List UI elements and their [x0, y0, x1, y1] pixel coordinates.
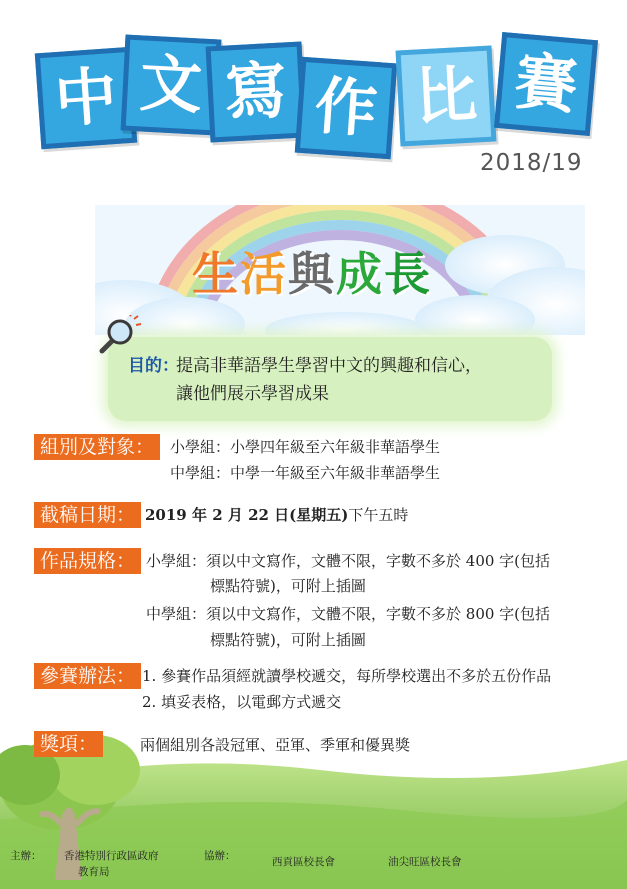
title-tile-5: 比 [396, 46, 497, 147]
deadline-label: 截稿日期： [34, 502, 141, 528]
coorganiser-label: 協辦： [204, 850, 236, 862]
specs-primary-line-1: 小學組：須以中文寫作，文體不限，字數不多於 400 字(包括 [146, 552, 551, 570]
title-tile-3: 寫 [206, 42, 307, 143]
year-label: 2018/19 [480, 150, 583, 176]
deadline-time: 下午五時 [348, 506, 409, 524]
purpose-line-2: 讓他們展示學習成果 [176, 384, 329, 404]
title-tile-2: 文 [121, 35, 222, 136]
groups-secondary: 中學組：中學一年級至六年級非華語學生 [170, 464, 441, 482]
title-tile-1: 中 [35, 47, 137, 149]
specs-label: 作品規格： [34, 548, 141, 574]
deadline-date: 2019 年 2 月 22 日(星期五) [145, 506, 349, 524]
specs-secondary-line-2: 標點符號)，可附上插圖 [210, 631, 366, 649]
title-tile-6: 賽 [494, 32, 598, 136]
organiser-label: 主辦： [10, 850, 42, 862]
purpose-box [108, 337, 552, 421]
method-item-1: 1. 參賽作品須經就讀學校遞交，每所學校選出不多於五份作品 [142, 667, 552, 685]
awards-label: 獎項： [34, 731, 103, 757]
organiser-line-2: 教育局 [78, 866, 110, 878]
specs-primary-line-2: 標點符號)，可附上插圖 [210, 577, 366, 595]
coorganiser-1: 西貢區校長會 [272, 856, 335, 868]
purpose-label: 目的： [128, 356, 179, 376]
magnifier-icon [96, 315, 142, 357]
awards-text: 兩個組別各設冠軍、亞軍、季軍和優異獎 [140, 736, 411, 754]
specs-secondary-line-1: 中學組：須以中文寫作，文體不限，字數不多於 800 字(包括 [146, 605, 551, 623]
groups-primary: 小學組：小學四年級至六年級非華語學生 [170, 438, 441, 456]
method-label: 參賽辦法： [34, 663, 141, 689]
theme-title: 生活與成長 [192, 247, 432, 301]
coorganiser-2: 油尖旺區校長會 [388, 856, 462, 868]
groups-label: 組別及對象： [34, 434, 160, 460]
title-tile-4: 作 [295, 57, 397, 159]
method-item-2: 2. 填妥表格，以電郵方式遞交 [142, 693, 342, 711]
deadline-text [145, 505, 408, 525]
organiser-line-1: 香港特別行政區政府 [64, 850, 159, 862]
purpose-line-1: 提高非華語學生學習中文的興趣和信心， [176, 356, 482, 376]
